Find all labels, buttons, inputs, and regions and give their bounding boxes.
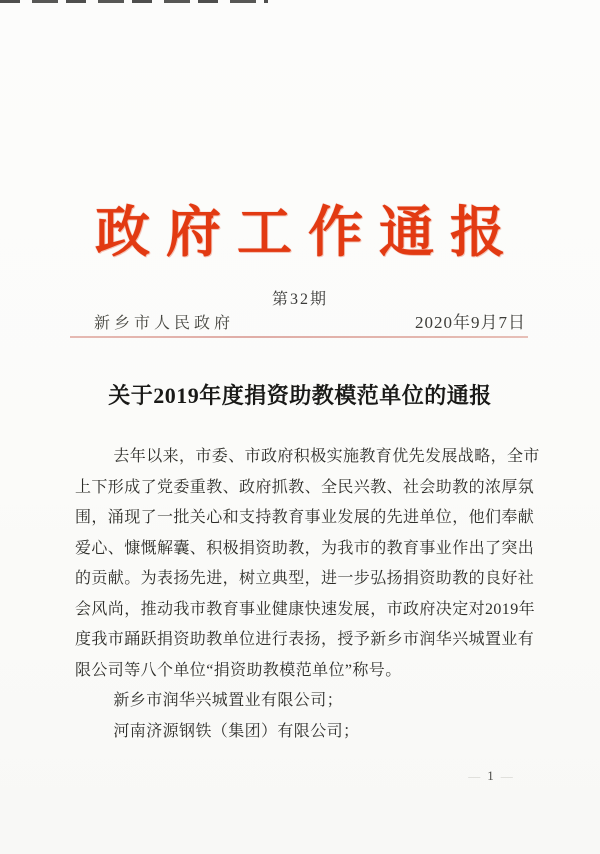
scan-edge-artifact	[0, 0, 268, 3]
publication-date: 2020年9月7日	[415, 313, 526, 332]
body-line: 上下形成了党委重教、政府抓教、全民兴教、社会助教的浓厚氛	[75, 478, 535, 496]
page-number-dash: —	[500, 768, 514, 783]
document-body	[75, 442, 540, 747]
body-line: 会风尚，推动我市教育事业健康快速发展，市政府决定对2019年	[75, 600, 536, 618]
honored-unit-item: 河南济源钢铁（集团）有限公司；	[113, 722, 360, 740]
body-line: 限公司等八个单位“捐资助教模范单位”称号。	[75, 661, 402, 679]
body-line: 去年以来，市委、市政府积极实施教育优先发展战略，全市	[113, 448, 540, 465]
bulletin-masthead-title: 政府工作通报	[94, 202, 521, 263]
publisher-name: 新乡市人民政府	[94, 315, 235, 332]
honored-unit-item: 新乡市润华兴城置业有限公司；	[113, 692, 343, 709]
page-number-dash: —	[468, 768, 482, 783]
page-number-value: 1	[487, 768, 495, 783]
page-number	[452, 768, 530, 784]
document-title: 关于2019年度捐资助教模范单位的通报	[108, 383, 492, 408]
body-line: 的贡献。为表扬先进，树立典型，进一步弘扬捐资助教的良好社	[75, 570, 535, 587]
body-line: 爱心、慷慨解囊、积极捐资助教，为我市的教育事业作出了突出	[75, 539, 535, 557]
body-line: 围，涌现了一批关心和支持教育事业发展的先进单位，他们奉献	[75, 509, 535, 526]
issue-number: 第32期	[271, 291, 328, 308]
body-line: 度我市踊跃捐资助教单位进行表扬，授予新乡市润华兴城置业有	[75, 631, 535, 648]
header-divider-rule	[70, 336, 528, 338]
